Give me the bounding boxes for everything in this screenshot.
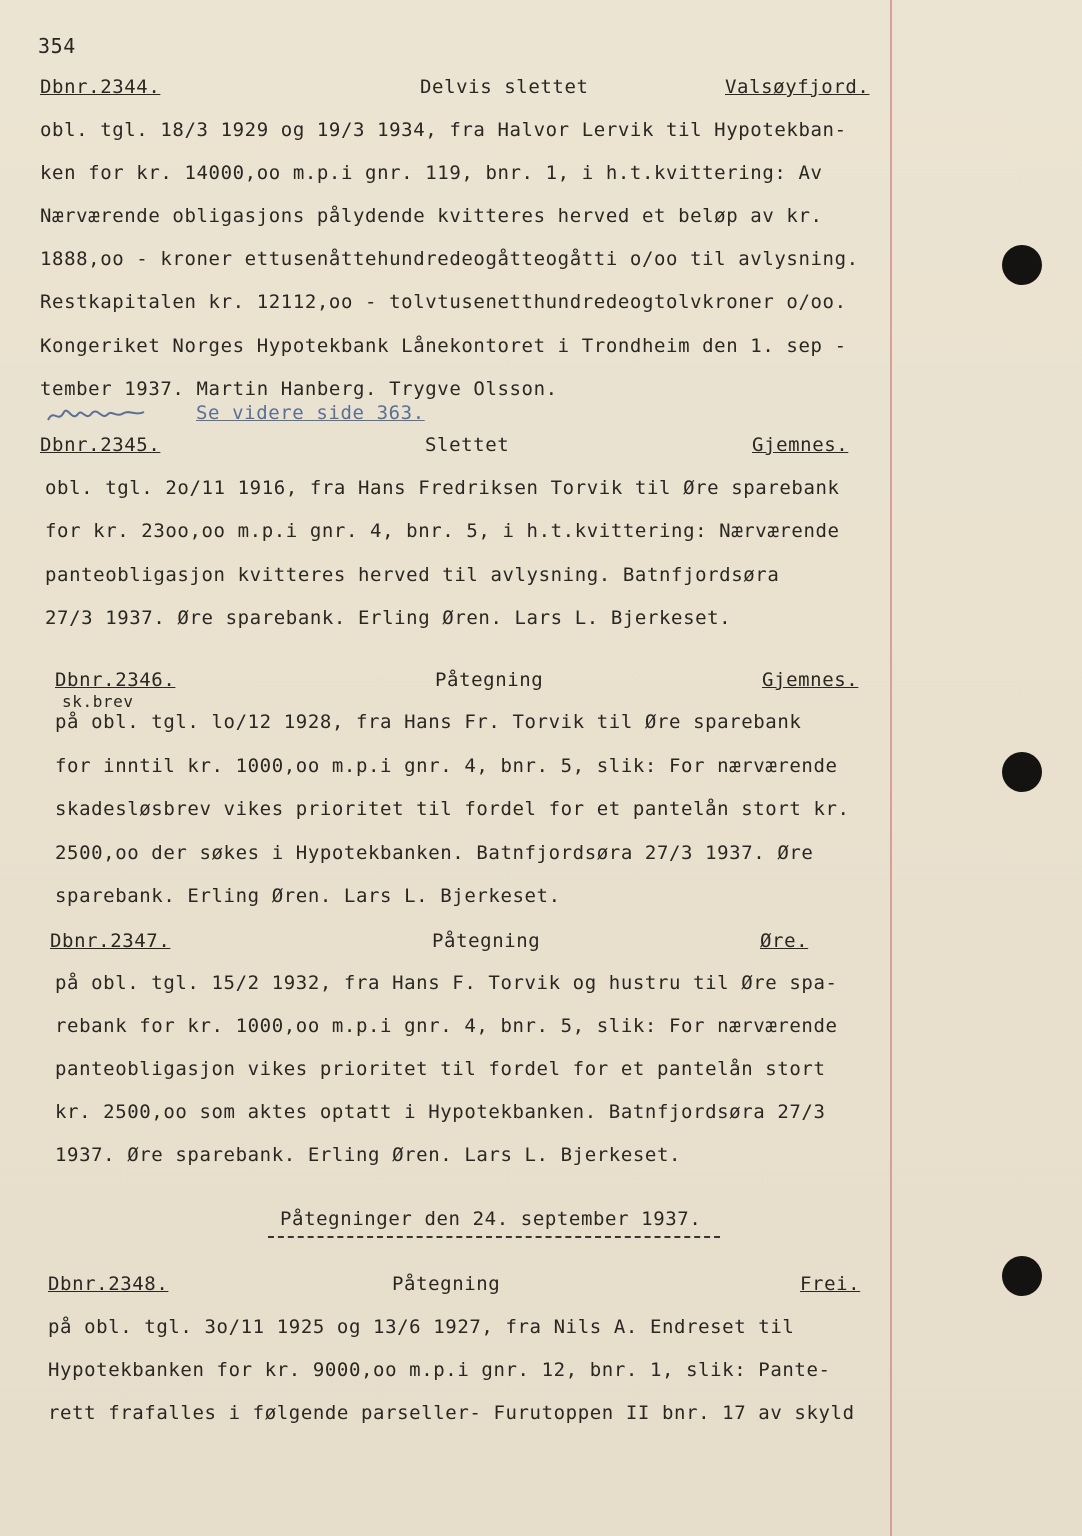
section-underline: [268, 1236, 720, 1238]
entry-type: Slettet: [425, 434, 510, 456]
text-line: 2500,oo der søkes i Hypotekbanken. Batnfjordsøra 27/3 1937. Øre: [55, 842, 814, 864]
text-line: for kr. 23oo,oo m.p.i gnr. 4, bnr. 5, i h.t.kvittering: Nærværende: [45, 520, 840, 542]
text-line: på obl. tgl. 3o/11 1925 og 13/6 1927, fra Nils A. Endreset til: [48, 1316, 795, 1338]
text-line: Kongeriket Norges Hypotekbank Lånekontoret i Trondheim den 1. sep -: [40, 335, 847, 357]
entry-type: Påtegning: [392, 1273, 501, 1295]
text-line: skadesløsbrev vikes prioritet til fordel for et pantelån stort kr.: [55, 798, 850, 820]
text-line: på obl. tgl. 15/2 1932, fra Hans F. Torvik og hustru til Øre spa-: [55, 972, 838, 994]
text-line: rett frafalles i følgende parseller- Furutoppen II bnr. 17 av skyld: [48, 1402, 855, 1424]
text-line: på obl. tgl. lo/12 1928, fra Hans Fr. Torvik til Øre sparebank: [55, 711, 802, 733]
text-line: panteobligasjon vikes prioritet til fordel for et pantelån stort: [55, 1058, 826, 1080]
text-line: Hypotekbanken for kr. 9000,oo m.p.i gnr. 12, bnr. 1, slik: Pante-: [48, 1359, 831, 1381]
text-line: ken for kr. 14000,oo m.p.i gnr. 119, bnr. 1, i h.t.kvittering: Av: [40, 162, 823, 184]
entry-number: Dbnr.2344.: [40, 76, 161, 98]
entry-number: Dbnr.2347.: [50, 930, 171, 952]
inserted-word: sk.brev: [62, 692, 134, 711]
entry-type: Påtegning: [435, 669, 544, 691]
entry-place: Valsøyfjord.: [725, 76, 870, 98]
text-line: for inntil kr. 1000,oo m.p.i gnr. 4, bnr. 5, slik: For nærværende: [55, 755, 838, 777]
entry-place: Gjemnes.: [762, 669, 859, 691]
text-line: panteobligasjon kvitteres herved til avlysning. Batnfjordsøra: [45, 564, 780, 586]
punch-hole: [1002, 752, 1042, 792]
entry-number: Dbnr.2346.: [55, 669, 176, 691]
entry-type: Påtegning: [432, 930, 541, 952]
entry-place: Frei.: [800, 1273, 861, 1295]
text-line: tember 1937. Martin Hanberg. Trygve Olsson.: [40, 378, 558, 400]
entry-type: Delvis slettet: [420, 76, 589, 98]
text-line: rebank for kr. 1000,oo m.p.i gnr. 4, bnr. 5, slik: For nærværende: [55, 1015, 838, 1037]
entry-place: Øre.: [760, 930, 809, 952]
text-line: Restkapitalen kr. 12112,oo - tolvtusenetthundredeogtolvkroner o/oo.: [40, 291, 847, 313]
text-line: 1937. Øre sparebank. Erling Øren. Lars L. Bjerkeset.: [55, 1144, 682, 1166]
punch-hole: [1002, 245, 1042, 285]
page-number: 354: [38, 34, 76, 58]
text-line: obl. tgl. 2o/11 1916, fra Hans Fredriksen Torvik til Øre sparebank: [45, 477, 840, 499]
text-line: kr. 2500,oo som aktes optatt i Hypotekbanken. Batnfjordsøra 27/3: [55, 1101, 826, 1123]
margin-line: [890, 0, 892, 1536]
section-heading: Påtegninger den 24. september 1937.: [280, 1208, 702, 1230]
text-line: 27/3 1937. Øre sparebank. Erling Øren. Lars L. Bjerkeset.: [45, 607, 732, 629]
entry-number: Dbnr.2348.: [48, 1273, 169, 1295]
text-line: sparebank. Erling Øren. Lars L. Bjerkeset.: [55, 885, 561, 907]
entry-place: Gjemnes.: [752, 434, 849, 456]
text-line: 1888,oo - kroner ettusenåttehundredeogåtteogåtti o/oo til avlysning.: [40, 248, 859, 270]
entry-number: Dbnr.2345.: [40, 434, 161, 456]
punch-hole: [1002, 1256, 1042, 1296]
cross-reference-note: Se videre side 363.: [196, 402, 425, 424]
text-line: Nærværende obligasjons pålydende kvitteres herved et beløp av kr.: [40, 205, 823, 227]
initials-scribble: [46, 404, 146, 426]
text-line: obl. tgl. 18/3 1929 og 19/3 1934, fra Halvor Lervik til Hypotekban-: [40, 119, 847, 141]
